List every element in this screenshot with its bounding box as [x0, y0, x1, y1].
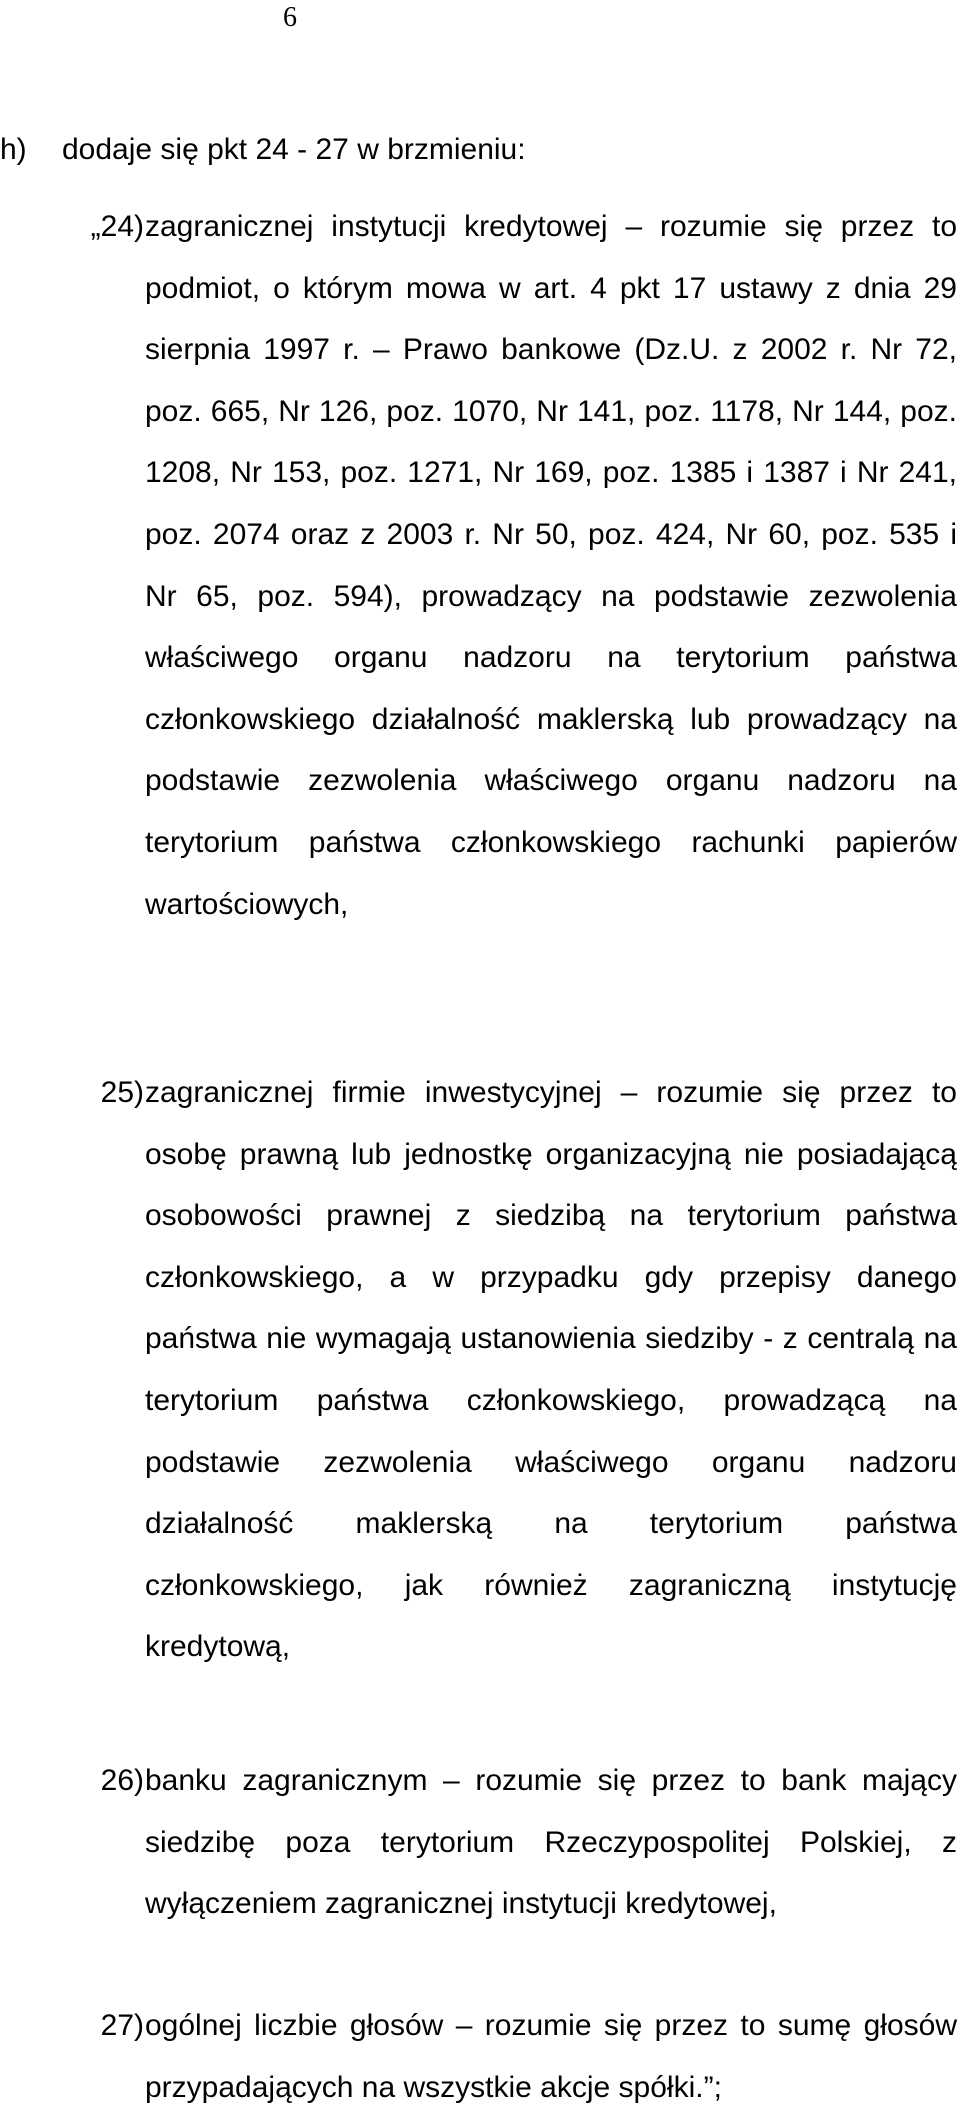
item-text-25: zagranicznej firmie inwestycyjnej – rozumie się przez to osobę prawną lub jednostkę organizacyjną nie posiadającą osobowości prawnej z siedzibą na terytorium państwa członkowskiego, a w przypadku gdy przepisy danego państwa nie wymagają ustanowienia siedziby - z centralą na terytorium państwa członkowskiego, prowadzącą na podstawie zezwolenia właściwego organu nadzoru działalność maklerską na terytorium państwa członkowskiego, jak również zagraniczną instytucję kredytową,	[145, 1076, 957, 1664]
amendment-intro: dodaje się pkt 24 - 27 w brzmieniu:	[62, 133, 526, 166]
item-number-25: 25)	[100, 1076, 144, 1109]
item-text-26: banku zagranicznym – rozumie się przez to bank mający siedzibę poza terytorium Rzeczypospolitej Polskiej, z wyłączeniem zagranicznej instytucji kredytowej,	[145, 1764, 957, 1921]
page-number: 6	[283, 2, 297, 33]
item-text-24: zagranicznej instytucji kredytowej – rozumie się przez to podmiot, o którym mowa w art. 4 pkt 17 ustawy z dnia 29 sierpnia 1997 r. – Prawo bankowe (Dz.U. z 2002 r. Nr 72, poz. 665, Nr 126, poz. 1070, Nr 141, poz. 1178, Nr 144, poz. 1208, Nr 153, poz. 1271, Nr 169, poz. 1385 i 1387 i Nr 241, poz. 2074 oraz z 2003 r. Nr 50, poz. 424, Nr 60, poz. 535 i Nr 65, poz. 594), prowadzący na podstawie zezwolenia właściwego organu nadzoru na terytorium państwa członkowskiego działalność maklerską lub prowadzący na podstawie zezwolenia właściwego organu nadzoru na terytorium państwa członkowskiego rachunki papierów wartościowych,	[145, 210, 957, 921]
item-number-24: „24)	[90, 210, 144, 243]
item-number-26: 26)	[100, 1764, 144, 1797]
amendment-letter: h)	[0, 133, 27, 166]
item-number-27: 27)	[100, 2009, 144, 2042]
item-text-27: ogólnej liczbie głosów – rozumie się przez to sumę głosów przypadających na wszystkie akcje spółki.”;	[145, 2009, 957, 2104]
